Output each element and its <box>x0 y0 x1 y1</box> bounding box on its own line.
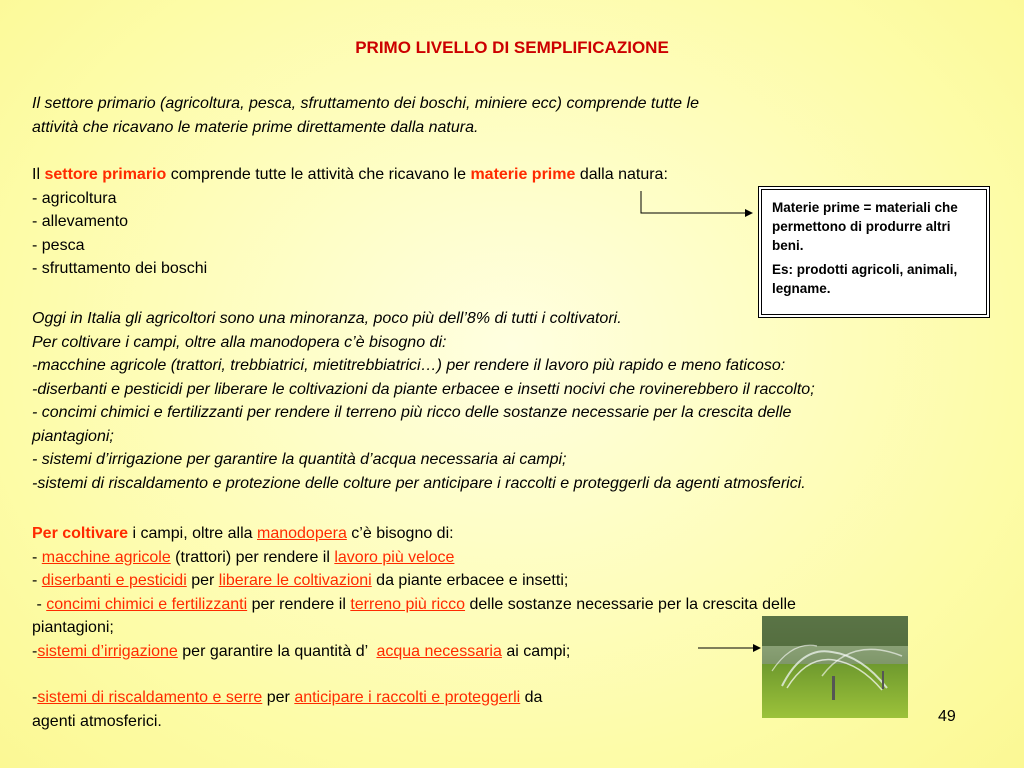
slide-title: PRIMO LIVELLO DI SEMPLIFICAZIONE <box>355 38 669 57</box>
text-line: -diserbanti e pesticidi per liberare le coltivazioni da piante erbacee e insetti nocivi che rovinerebbero il raccolto; <box>32 380 815 398</box>
concimi-link[interactable]: concimi chimici e fertilizzanti <box>46 595 248 613</box>
macchine-agricole-link[interactable]: macchine agricole <box>41 548 171 566</box>
text: - <box>32 642 38 660</box>
text: c’è bisogno di: <box>346 525 454 542</box>
text-line: Per coltivare i campi, oltre alla manodopera c’è bisogno di: <box>32 333 447 351</box>
text: per garantire la quantità d’ <box>177 642 377 660</box>
text: dalla natura: <box>575 166 668 183</box>
text-line: piantagioni; <box>32 427 114 445</box>
text: da <box>520 689 543 706</box>
text-line: - concimi chimici e fertilizzanti per rendere il terreno più ricco delle sostanze necessarie per la crescita delle <box>32 404 792 421</box>
anticipare-raccolti-link[interactable]: anticipare i raccolti e proteggerli <box>294 689 521 706</box>
per-coltivare-highlight: Per coltivare <box>32 525 129 542</box>
list-item: - agricoltura <box>32 189 117 207</box>
list-item: - allevamento <box>32 213 129 230</box>
text-line: -sistemi di riscaldamento e protezione delle colture per anticipare i raccolti e proteggerli da agenti atmosferici. <box>32 474 806 492</box>
definition-text: Materie prime = materiali che permettono di produrre altri beni. <box>772 200 958 253</box>
riscaldamento-serre-link[interactable]: sistemi di riscaldamento e serre <box>37 689 263 706</box>
settore-primario-highlight: settore primario <box>44 166 167 183</box>
list-item: - pesca <box>32 236 85 254</box>
acqua-necessaria-link[interactable]: acqua necessaria <box>376 642 502 660</box>
text-line: Oggi in Italia gli agricoltori sono una minoranza, poco più dell’8% di tutti i coltivatori. <box>32 310 622 327</box>
list-item: - sfruttamento dei boschi <box>32 260 208 277</box>
text-line: agenti atmosferici. <box>32 712 162 730</box>
page-number: 49 <box>938 708 956 725</box>
text: comprende tutte le attività che ricavano le <box>166 166 471 183</box>
text: per <box>262 689 295 706</box>
manodopera-link[interactable]: manodopera <box>257 525 347 542</box>
text: Il <box>32 166 45 183</box>
arrow-to-box <box>641 191 752 213</box>
intro-line-2: attività che ricavano le materie prime direttamente dalla natura. <box>32 118 479 136</box>
text-line: - sistemi d’irrigazione per garantire la quantità d’acqua necessaria ai campi; <box>32 451 567 468</box>
text: delle sostanze necessarie per la crescita delle <box>465 595 796 613</box>
example-text: Es: prodotti agricoli, animali, legname. <box>772 262 958 296</box>
text: da piante erbacee e insetti; <box>371 572 569 589</box>
text: per <box>186 572 219 589</box>
irrigazione-link[interactable]: sistemi d’irrigazione <box>37 642 178 660</box>
text: ai campi; <box>501 642 571 660</box>
text: - <box>32 572 42 589</box>
text-line: piantagioni; <box>32 619 114 636</box>
text: - <box>32 595 47 613</box>
intro-line-1: Il settore primario (agricoltura, pesca, sfruttamento dei boschi, miniere ecc) comprende tutte le <box>32 95 699 112</box>
terreno-ricco-link[interactable]: terreno più ricco <box>350 595 466 613</box>
text: i campi, oltre alla <box>128 525 257 542</box>
text: (trattori) per rendere il <box>170 548 335 566</box>
text: - <box>32 548 42 566</box>
text: per rendere il <box>247 595 351 613</box>
lavoro-veloce-link[interactable]: lavoro più veloce <box>334 548 455 566</box>
irrigation-photo <box>762 616 908 718</box>
materie-prime-highlight: materie prime <box>470 166 576 183</box>
text: - <box>32 689 38 706</box>
text-line: -macchine agricole (trattori, trebbiatrici, mietitrebbiatrici…) per rendere il lavoro più rapido e meno faticoso: <box>32 357 786 374</box>
diserbanti-link[interactable]: diserbanti e pesticidi <box>41 572 187 589</box>
liberare-coltivazioni-link[interactable]: liberare le coltivazioni <box>218 572 372 589</box>
